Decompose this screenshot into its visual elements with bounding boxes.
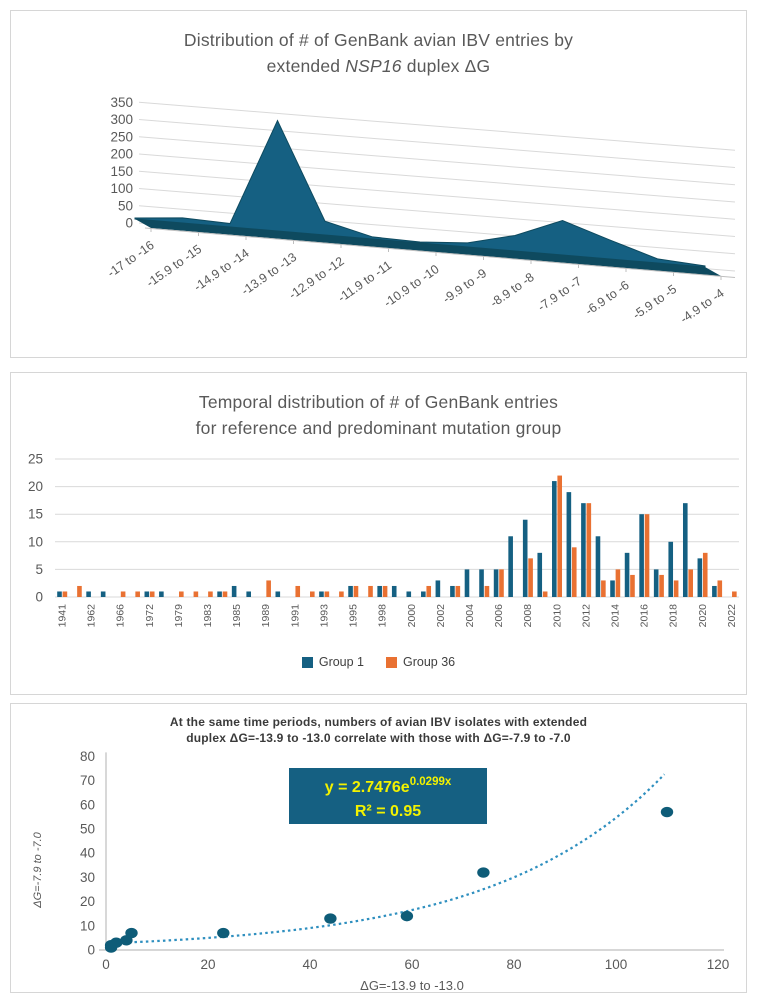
scatter-chart-title — [11, 704, 746, 746]
bar-group-1 — [494, 569, 499, 597]
bar-chart-title — [11, 373, 746, 441]
y-axis-tick-label: 100 — [110, 181, 133, 196]
bar-group-36 — [121, 591, 126, 597]
scatter-point — [324, 913, 336, 923]
scatter-title-line2: duplex ΔG=-13.9 to -13.0 correlate with those with ΔG=-7.9 to -7.0 — [186, 731, 571, 745]
x-axis-tick-label: 1972 — [143, 604, 156, 628]
x-axis-tick-label: 1983 — [202, 604, 215, 628]
equation-line1: $y = 2.7476e^{0.0299x}$ — [324, 776, 452, 796]
bar-group-36 — [310, 591, 315, 597]
x-axis-tick-label: 1998 — [376, 604, 389, 628]
x-axis-tick-label: 1979 — [172, 604, 185, 628]
bar-group-36 — [295, 586, 300, 597]
area3d-title-italic-gene: NSP16 — [345, 56, 402, 76]
x-axis-tick-label: -6.9 to -6 — [582, 277, 632, 319]
x-axis-tick-label: 1991 — [289, 604, 302, 628]
x-axis-tick-label: 2010 — [551, 604, 564, 628]
bar-group-36 — [426, 586, 431, 597]
bar-group-36 — [485, 586, 490, 597]
y-axis-tick-label: 70 — [79, 773, 95, 789]
x-axis-tick-label: 1966 — [114, 604, 127, 628]
bar-group-36 — [135, 591, 140, 597]
scatter-point — [125, 928, 137, 938]
y-axis-tick-label: 250 — [110, 129, 133, 145]
bar-group-36 — [557, 476, 562, 597]
bar-group-36 — [77, 586, 82, 597]
bar-group-36 — [325, 591, 330, 597]
area3d-title-line1: Distribution of # of GenBank avian IBV entries by — [183, 30, 574, 50]
bar-group-1 — [625, 553, 630, 597]
y-axis-tick-label: 350 — [110, 94, 133, 110]
equation-line2: R² = 0.95 — [354, 803, 422, 820]
y-axis-tick-label: 0 — [125, 215, 133, 231]
bar-group-1 — [217, 591, 222, 597]
bar-group-1 — [581, 503, 586, 597]
scatter-point — [217, 928, 229, 938]
bar-group-1 — [465, 569, 470, 597]
bar-group-1 — [523, 520, 528, 597]
x-axis-tick-label: 2014 — [609, 604, 622, 628]
bar-group-1 — [712, 586, 717, 597]
x-axis-tick-label: -8.9 to -8 — [487, 269, 537, 311]
y-axis-tick-label: 5 — [35, 561, 43, 577]
y-axis-tick-label: 20 — [79, 894, 95, 910]
x-axis-tick-label: 1989 — [260, 604, 273, 628]
y-axis-tick-label: 300 — [110, 112, 133, 127]
x-axis-tick-label: 2020 — [696, 604, 709, 628]
bar-group-1 — [159, 591, 164, 597]
bar-group-1 — [406, 591, 411, 597]
y-axis-tick-label: 200 — [110, 146, 133, 162]
y-axis-title: ΔG=-7.9 to -7.0 — [32, 832, 44, 908]
bar-group-36 — [499, 569, 504, 597]
x-axis-tick-label: -17 to -16 — [104, 237, 157, 281]
legend-label-group-1: Group 1 — [318, 655, 365, 669]
bar-group-36 — [572, 547, 577, 597]
bar-group-1 — [508, 536, 513, 597]
scatter-point — [477, 867, 489, 877]
x-axis-tick-label: -5.9 to -5 — [630, 281, 680, 323]
area3d-chart-title — [11, 11, 746, 79]
bar-group-1 — [246, 591, 251, 597]
bar-group-36 — [456, 586, 461, 597]
bar-group-36 — [223, 591, 228, 597]
bar-group-1 — [668, 542, 673, 597]
bar-group-1 — [479, 569, 484, 597]
bar-group-36 — [339, 591, 344, 597]
bar-group-36 — [732, 591, 737, 597]
y-axis-tick-label: 10 — [27, 534, 43, 550]
legend-swatch-group-36 — [386, 657, 397, 668]
bar-group-36 — [688, 569, 693, 597]
x-axis-tick-label: 80 — [506, 957, 522, 972]
bar-group-1 — [319, 591, 324, 597]
bar-group-1 — [639, 514, 644, 597]
bar-group-36 — [616, 569, 621, 597]
x-axis-title: ΔG=-13.9 to -13.0 — [360, 978, 464, 993]
bar-group-36 — [63, 591, 68, 597]
panel-area3d-chart — [10, 10, 747, 358]
y-axis-tick-label: 40 — [79, 845, 95, 861]
bar-group-1 — [421, 591, 426, 597]
x-axis-tick-label: 1993 — [318, 604, 331, 628]
x-axis-tick-label: -12.9 to -12 — [286, 253, 347, 303]
bar-group-36 — [194, 591, 199, 597]
bar-group-1 — [436, 580, 441, 597]
bar-group-1 — [450, 586, 455, 597]
panel-bar-chart — [10, 372, 747, 695]
bar-group-36 — [601, 580, 606, 597]
y-axis-tick-label: 20 — [27, 479, 43, 495]
x-axis-tick-label: 40 — [302, 957, 318, 972]
bar-group-36 — [645, 514, 650, 597]
bar-group-1 — [57, 591, 62, 597]
x-axis-tick-label: -13.9 to -13 — [238, 249, 300, 299]
x-axis-tick-label: -14.9 to -14 — [191, 245, 252, 295]
bar-group-1 — [596, 536, 601, 597]
x-axis-tick-label: -10.9 to -10 — [381, 261, 442, 311]
area3d-title-line2: extended NSP16 duplex ΔG — [266, 56, 491, 76]
x-axis-tick-label: 2022 — [725, 604, 738, 628]
x-axis-tick-label: 120 — [706, 957, 730, 972]
y-axis-tick-label: 50 — [79, 821, 95, 837]
x-axis-tick-label: -4.9 to -4 — [677, 285, 727, 327]
x-axis-tick-label: -9.9 to -9 — [440, 265, 490, 307]
legend-label-group-36: Group 36 — [403, 655, 456, 669]
bar-group-36 — [543, 591, 548, 597]
scatter-point — [661, 807, 673, 817]
bar-group-36 — [630, 575, 635, 597]
bar-group-1 — [377, 586, 382, 597]
scatter-chart-canvas — [11, 750, 747, 993]
bar-group-36 — [179, 591, 184, 597]
x-axis-tick-label: 1995 — [347, 604, 360, 628]
x-axis-tick-label: 2004 — [463, 604, 476, 628]
x-axis-tick-label: 2008 — [522, 604, 535, 628]
bar-group-36 — [659, 575, 664, 597]
bar-group-36 — [266, 580, 271, 597]
x-axis-tick-label: -11.9 to -11 — [335, 257, 395, 306]
legend-item-group-36 — [386, 655, 455, 669]
x-axis-tick-label: -15.9 to -15 — [143, 241, 205, 291]
legend-swatch-group-1 — [302, 657, 313, 668]
y-axis-tick-label: 25 — [27, 451, 43, 467]
bar-group-1 — [348, 586, 353, 597]
bar-group-36 — [528, 558, 533, 597]
bar-group-1 — [610, 580, 615, 597]
bar-title-line2: for reference and predominant mutation group — [195, 418, 562, 438]
scatter-point — [401, 911, 413, 921]
y-axis-tick-label: 0 — [35, 589, 43, 605]
bar-group-1 — [86, 591, 91, 597]
bar-group-36 — [587, 503, 592, 597]
x-axis-tick-label: 2006 — [493, 604, 506, 628]
bar-chart-legend — [11, 655, 746, 669]
y-axis-tick-label: 0 — [87, 942, 95, 958]
y-axis-tick-label: 50 — [117, 198, 133, 214]
x-axis-tick-label: 2012 — [580, 604, 593, 628]
bar-group-36 — [703, 553, 708, 597]
y-axis-tick-label: 60 — [79, 797, 95, 813]
x-axis-tick-label: 20 — [200, 957, 216, 972]
x-axis-tick-label: 2000 — [405, 604, 418, 628]
bar-group-1 — [698, 558, 703, 597]
y-axis-tick-label: 150 — [110, 163, 133, 179]
bar-title-line1: Temporal distribution of # of GenBank entries — [198, 392, 559, 412]
bar-group-1 — [232, 586, 237, 597]
x-axis-tick-label: 2016 — [638, 604, 651, 628]
panel-scatter-chart — [10, 703, 747, 993]
bar-group-1 — [101, 591, 106, 597]
x-axis-tick-label: 2002 — [434, 604, 447, 628]
x-axis-tick-label: -7.9 to -7 — [535, 273, 585, 315]
scatter-title-line1: At the same time periods, numbers of avian IBV isolates with extended — [169, 715, 588, 729]
bar-group-1 — [275, 591, 280, 597]
bar-group-36 — [354, 586, 359, 597]
bar-group-1 — [552, 481, 557, 597]
bar-group-1 — [145, 591, 150, 597]
x-axis-tick-label: 0 — [102, 957, 110, 972]
legend-item-group-1 — [302, 655, 364, 669]
bar-group-36 — [717, 580, 722, 597]
bar-group-1 — [654, 569, 659, 597]
x-axis-tick-label: 100 — [604, 957, 628, 972]
x-axis-tick-label: 1985 — [231, 604, 244, 628]
bar-group-1 — [567, 492, 572, 597]
x-axis-tick-label: 2018 — [667, 604, 680, 628]
bar-group-36 — [150, 591, 155, 597]
y-axis-tick-label: 80 — [79, 750, 95, 764]
bar-group-36 — [674, 580, 679, 597]
bar-group-36 — [208, 591, 213, 597]
x-axis-tick-label: 1962 — [85, 604, 98, 628]
area3d-chart-canvas — [11, 83, 747, 349]
y-axis-tick-label: 15 — [27, 506, 43, 522]
bar-chart-canvas — [11, 445, 747, 651]
y-axis-tick-label: 30 — [79, 869, 95, 885]
bar-group-1 — [683, 503, 688, 597]
x-axis-tick-label: 60 — [404, 957, 420, 972]
bar-group-36 — [368, 586, 373, 597]
bar-group-36 — [383, 586, 388, 597]
bar-group-1 — [392, 586, 397, 597]
y-axis-tick-label: 10 — [79, 918, 95, 934]
bar-group-1 — [537, 553, 542, 597]
x-axis-tick-label: 1941 — [56, 604, 69, 628]
